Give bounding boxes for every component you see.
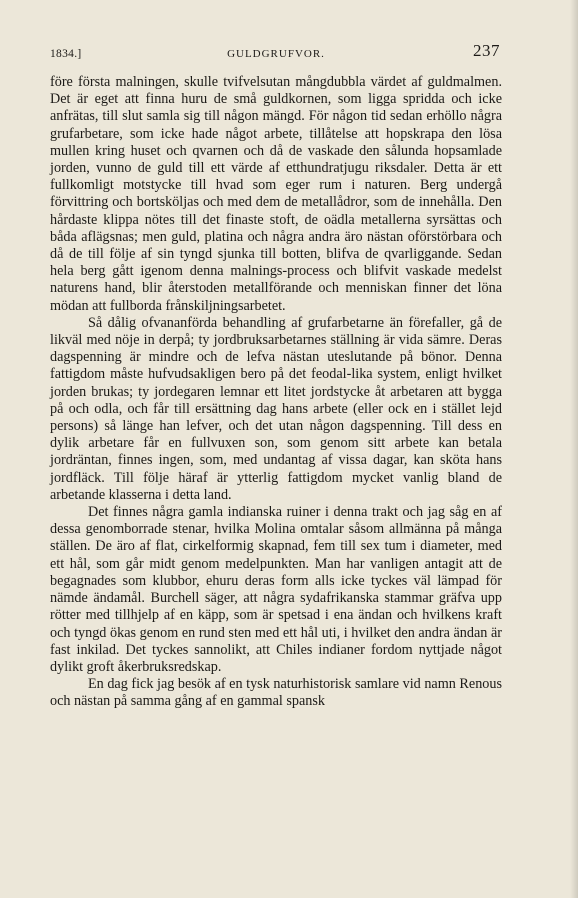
paragraph: Så dålig ofvananförda behandling af grufarbetarne än förefaller, gå de likväl med nöje in derpå; ty jordbruksarbetarnes ställning är vida sämre. Deras dagspenning är mindre och de lefva nästan uteslutande på bönor. Denna fattigdom måste hufvudsakligen bero på det feodal-lika system, enligt hvilket jorden brukas; ty jordegaren lemnar ett litet jordstycke åt arbetaren att bygga på och odla, och får till ersättning dag hans arbete (eller ock en i stället lejd persons) så länge han lefver, och det utan någon dagspenning. Till dess en dylik arbetare får en fullvuxen son, som genom sitt arbete kan betala jordräntan, finnes ingen, som, med undantag af vissa dagar, kan sköta hans jordfläck. Till följe häraf är ytterlig fattigdom mycket vanlig bland de arbetande klasserna i detta land. <box>50 314 502 503</box>
paragraph-continuation: före första malningen, skulle tvifvelsutan mångdubbla värdet af guldmalmen. Det är eget att finna huru de små guldkornen, som ligga spridda och icke anfrätas, till slut samla sig till någon mängd. För någon tid sedan erhöllo några grufarbetare, som icke hade något arbete, tillåtelse att hopskrapa den lösa mullen kring huset och qvarnen och då de vaskade den sålunda hopsamlade jorden, vunno de guld till ett värde af etthundratjugu riksdaler. Detta är ett fullkomligt motstycke till hvad som eger rum i naturen. Berg undergå förvittring och bortsköljas och med dem de metallådror, som de innehålla. Den hårdaste klippa nötes till det finaste stoft, de oädla metallerna syrsättas och båda aflägsnas; men guld, platina och några andra äro nästan oförstörbara och då de till följe af sin tyngd sjunka till botten, blifva de qvarliggande. Sedan hela berg gått igenom denna malnings-process och blifvit vaskade medelst naturens hand, blir återstoden metallförande och menniskan finner det löna mödan att fullborda frånskiljningsarbetet. <box>50 74 502 314</box>
page-edge-shadow <box>570 0 578 898</box>
header-title: GULDGRUFVOR. <box>227 48 325 60</box>
paragraph: Det finnes några gamla indianska ruiner i denna trakt och jag såg en af dessa genomborrade stenar, hvilka Molina omtalar såsom allmänna på många ställen. De äro af flat, cirkelformig skapnad, fem till sex tum i diameter, med ett hål, som går midt genom medelpunkten. Man har vanligen antagit att de begagnades som klubbor, ehuru deras form alls icke tyckes väl lämpad för nämde ändamål. Burchell säger, att några sydafrikanska stammar gräfva upp rötter med tillhjelp af en käpp, som är spetsad i ena ändan och hvilkens kraft och tyngd ökas genom en rund sten med ett hål uti, i hvilket den andra ändan är fast inkilad. Det tyckes sannolikt, att Chiles indianer fordom nyttjade något dylikt groft åkerbruksredskap. <box>50 504 502 675</box>
body-text <box>50 74 502 711</box>
paragraph: En dag fick jag besök af en tysk naturhistorisk samlare vid namn Renous och nästan på samma gång af en gammal spansk <box>50 676 502 710</box>
header-year: 1834.] <box>50 48 82 60</box>
page-number: 237 <box>473 41 500 60</box>
running-header <box>50 41 502 66</box>
